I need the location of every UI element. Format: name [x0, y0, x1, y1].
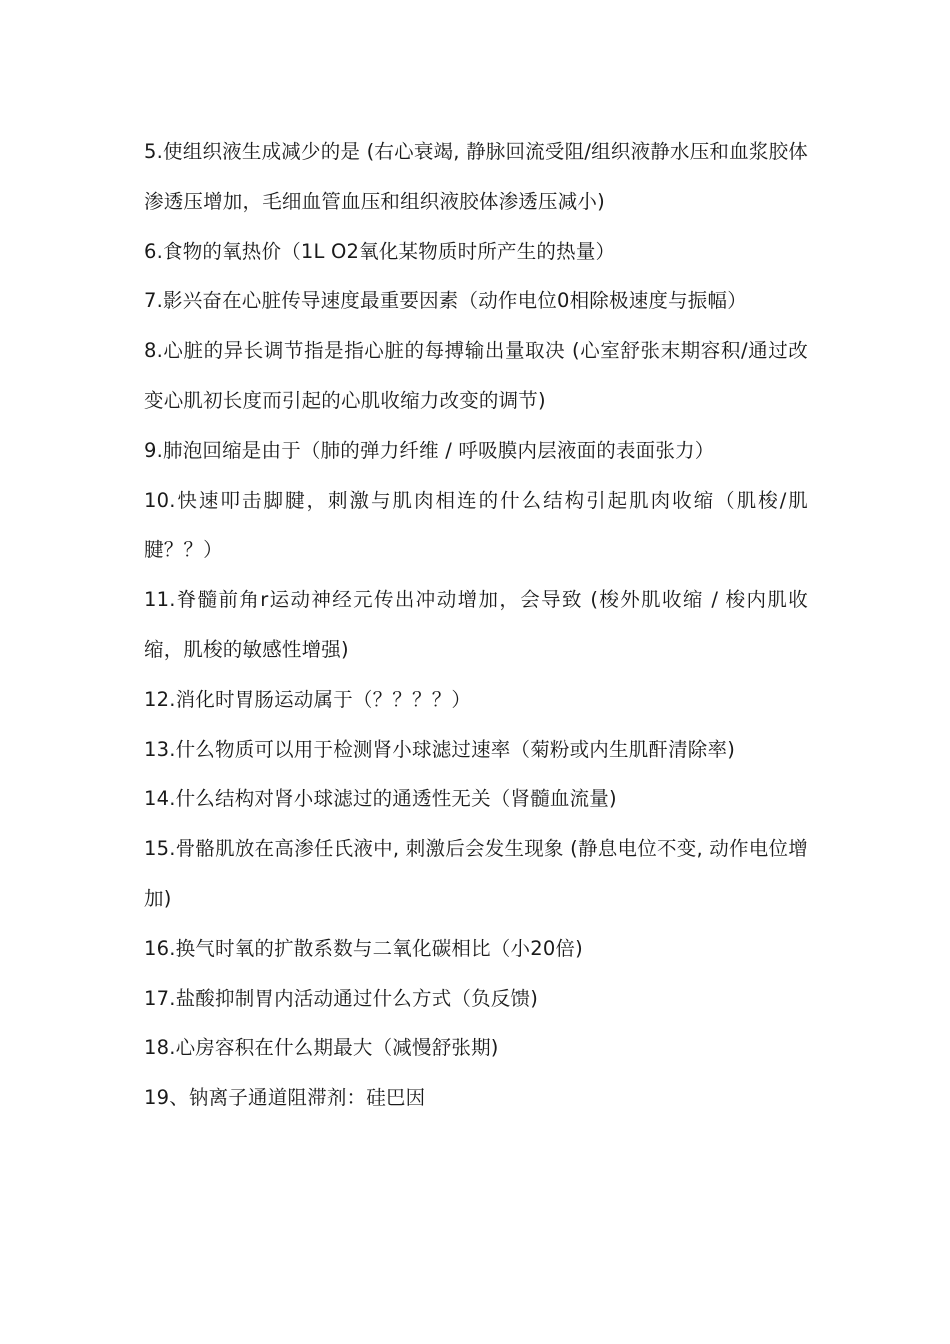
paragraph-11: 11.脊髓前角r运动神经元传出冲动增加，会导致 (梭外肌收缩 / 梭内肌收缩，肌梭的敏感性增强) [144, 588, 808, 661]
paragraph-12: 12.消化时胃肠运动属于（？？？？） [144, 687, 472, 711]
paragraph-6: 6.食物的氧热价（1L O2氧化某物质时所产生的热量） [144, 239, 616, 263]
paragraph-10: 10.快速叩击脚腱，刺激与肌肉相连的什么结构引起肌肉收缩（肌梭/肌腱？？） [144, 488, 808, 562]
paragraph-5: 5.使组织液生成减少的是 (右心衰竭, 静脉回流受阻/组织液静水压和血浆胶体渗透压增加，毛细血管血压和组织液胶体渗透压减小) [144, 140, 808, 213]
paragraph-16: 16.换气时氧的扩散系数与二氧化碳相比（小20倍) [144, 936, 583, 960]
paragraph-7: 7.影兴奋在心脏传导速度最重要因素（动作电位0相除极速度与振幅） [144, 289, 747, 313]
paragraph-18: 18.心房容积在什么期最大（减慢舒张期) [144, 1036, 499, 1060]
paragraph-9: 9.肺泡回缩是由于（肺的弹力纤维 / 呼吸膜内层液面的表面张力） [144, 438, 715, 462]
paragraph-19: 19、钠离子通道阻滞剂：硅巴因 [144, 1086, 426, 1110]
document-body [144, 127, 808, 1123]
paragraph-15: 15.骨骼肌放在高渗任氏液中, 刺激后会发生现象 (静息电位不变, 动作电位增加) [144, 837, 808, 910]
paragraph-14: 14.什么结构对肾小球滤过的通透性无关（肾髓血流量) [144, 787, 617, 811]
paragraph-8: 8.心脏的异长调节指是指心脏的每搏输出量取决 (心室舒张末期容积/通过改变心肌初长度而引起的心肌收缩力改变的调节) [144, 339, 808, 412]
paragraph-17: 17.盐酸抑制胃内活动通过什么方式（负反馈) [144, 986, 539, 1010]
paragraph-13: 13.什么物质可以用于检测肾小球滤过速率（菊粉或内生肌酐清除率) [144, 737, 736, 761]
